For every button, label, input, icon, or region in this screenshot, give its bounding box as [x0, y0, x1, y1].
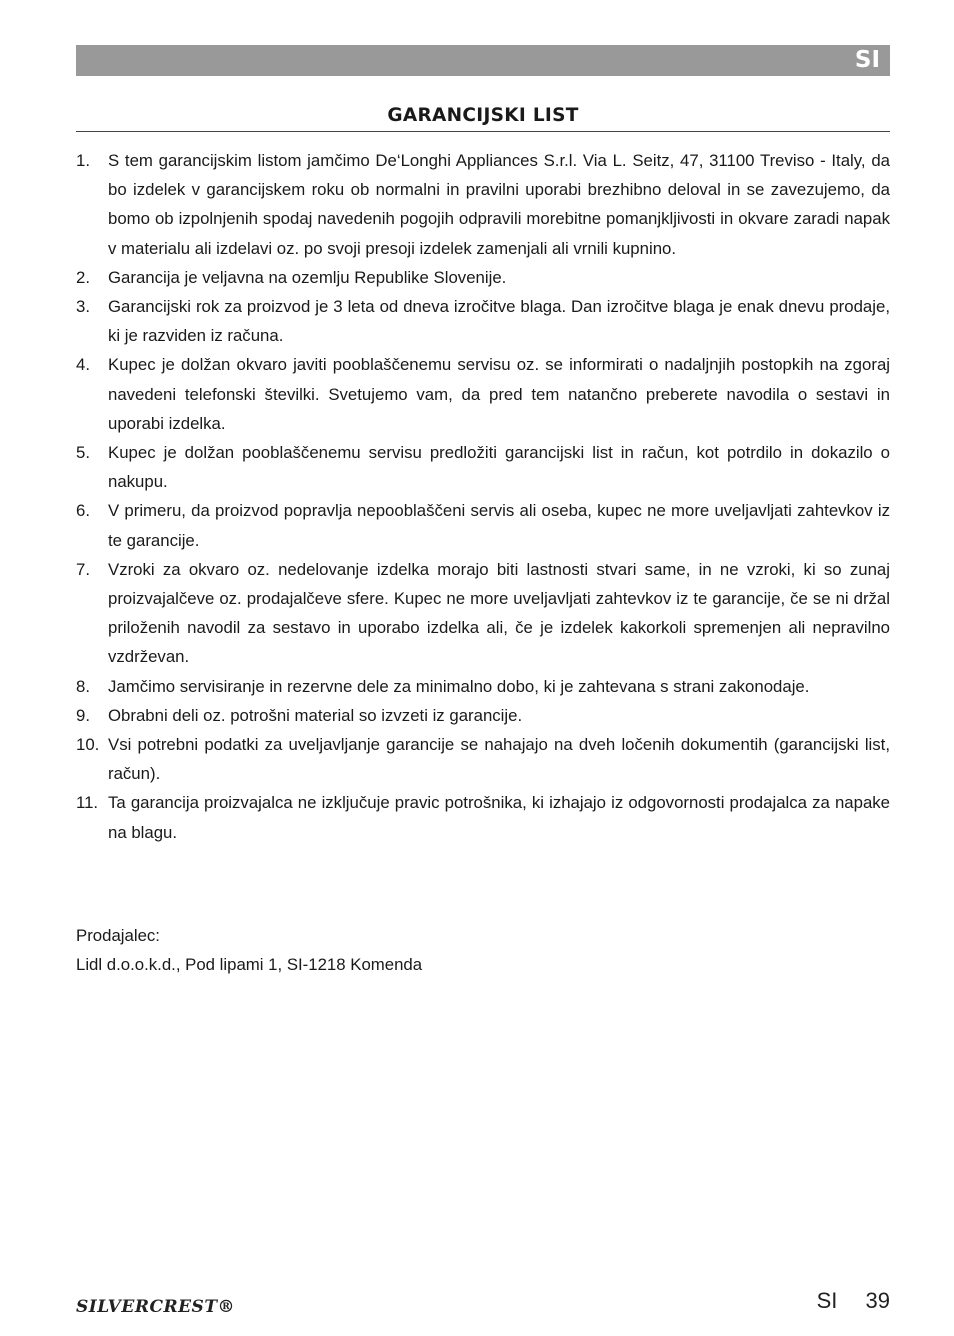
list-item	[76, 555, 890, 672]
clause-text: Kupec je dolžan okvaro javiti pooblaščenemu servisu oz. se informirati o nadaljnjih postopkih na zgoraj navedeni telefonski številki. Svetujemo vam, da pred tem natančno preberete navodila o sestavi in uporabi izdelka.	[108, 355, 890, 433]
clause-text: Obrabni deli oz. potrošni material so izvzeti iz garancije.	[108, 705, 523, 725]
list-item	[76, 496, 890, 554]
footer-language: SI	[816, 1288, 838, 1313]
clause-list	[76, 146, 890, 847]
page-title: GARANCIJSKI LIST	[387, 105, 579, 126]
brand-logo: SILVERCREST®	[76, 1297, 235, 1317]
clause-number: 11.	[76, 793, 99, 813]
clause-text: Garancija je veljavna na ozemlju Republike Slovenije.	[108, 267, 507, 287]
list-item	[76, 672, 890, 701]
title-divider	[76, 131, 890, 132]
clause-text: V primeru, da proizvod popravlja nepooblaščeni servis ali oseba, kupec ne more uveljavljati zahtevkov iz te garancije.	[108, 501, 890, 550]
seller-address: Lidl d.o.o.k.d., Pod lipami 1, SI-1218 Komenda	[76, 955, 423, 974]
clause-number: 3.	[76, 297, 90, 317]
page-footer	[817, 1286, 890, 1316]
clause-number: 6.	[76, 501, 90, 521]
clause-text: Vsi potrebni podatki za uveljavljanje garancije se nahajajo na dveh ločenih dokumentih (garancijski list, račun).	[108, 735, 890, 784]
list-item	[76, 350, 890, 438]
clause-text: S tem garancijskim listom jamčimo De‘Longhi Appliances S.r.l. Via L. Seitz, 47, 31100 Treviso - Italy, da bo izdelek v garancijskem roku ob normalni in pravilni uporabi brezhibno deloval in se zavezujemo, da bomo ob izpolnjenih spodaj navedenih pogojih odpravili morebitne pomanjkljivosti in okvare zaradi napak v materialu ali izdelavi oz. po svoji presoji izdelek zamenjali ali vrnili kupnino.	[108, 151, 890, 258]
list-item	[76, 146, 890, 263]
list-item	[76, 292, 890, 350]
list-item	[76, 730, 890, 788]
language-code: SI	[854, 47, 880, 73]
seller-label: Prodajalec:	[76, 926, 160, 945]
header-bar	[76, 45, 890, 76]
seller-block	[76, 921, 422, 979]
list-item	[76, 788, 890, 846]
clause-number: 2.	[76, 267, 90, 287]
clause-text: Vzroki za okvaro oz. nedelovanje izdelka morajo biti lastnosti stvari same, in ne vzroki, ki so zunaj proizvajalčeve oz. prodajalčeve sfere. Kupec ne more uveljavljati zahtevkov iz te garancije, če se ni držal priloženih navodil za sestavo in uporabo izdelka ali, če je izdelek kakorkoli spremenjen ali nepravilno vzdrževan.	[108, 559, 890, 667]
clause-number: 9.	[76, 705, 90, 725]
list-item	[76, 263, 890, 292]
clause-number: 7.	[76, 559, 90, 579]
page-number: 39	[865, 1288, 890, 1313]
clause-text: Garancijski rok za proizvod je 3 leta od dneva izročitve blaga. Dan izročitve blaga je enak dnevu prodaje, ki je razviden iz računa.	[108, 297, 890, 346]
clause-number: 1.	[76, 151, 90, 170]
list-item	[76, 438, 890, 496]
clause-number: 4.	[76, 355, 90, 375]
clause-text: Ta garancija proizvajalca ne izključuje pravic potrošnika, ki izhajajo iz odgovornosti prodajalca za napake na blagu.	[108, 793, 890, 842]
clause-text: Jamčimo servisiranje in rezervne dele za minimalno dobo, ki je zahtevana s strani zakonodaje.	[108, 676, 810, 696]
clause-number: 8.	[76, 676, 90, 696]
clause-number: 10.	[76, 735, 100, 755]
list-item	[76, 701, 890, 730]
clause-number: 5.	[76, 443, 90, 463]
clause-text: Kupec je dolžan pooblaščenemu servisu predložiti garancijski list in račun, kot potrdilo in dokazilo o nakupu.	[108, 443, 890, 492]
